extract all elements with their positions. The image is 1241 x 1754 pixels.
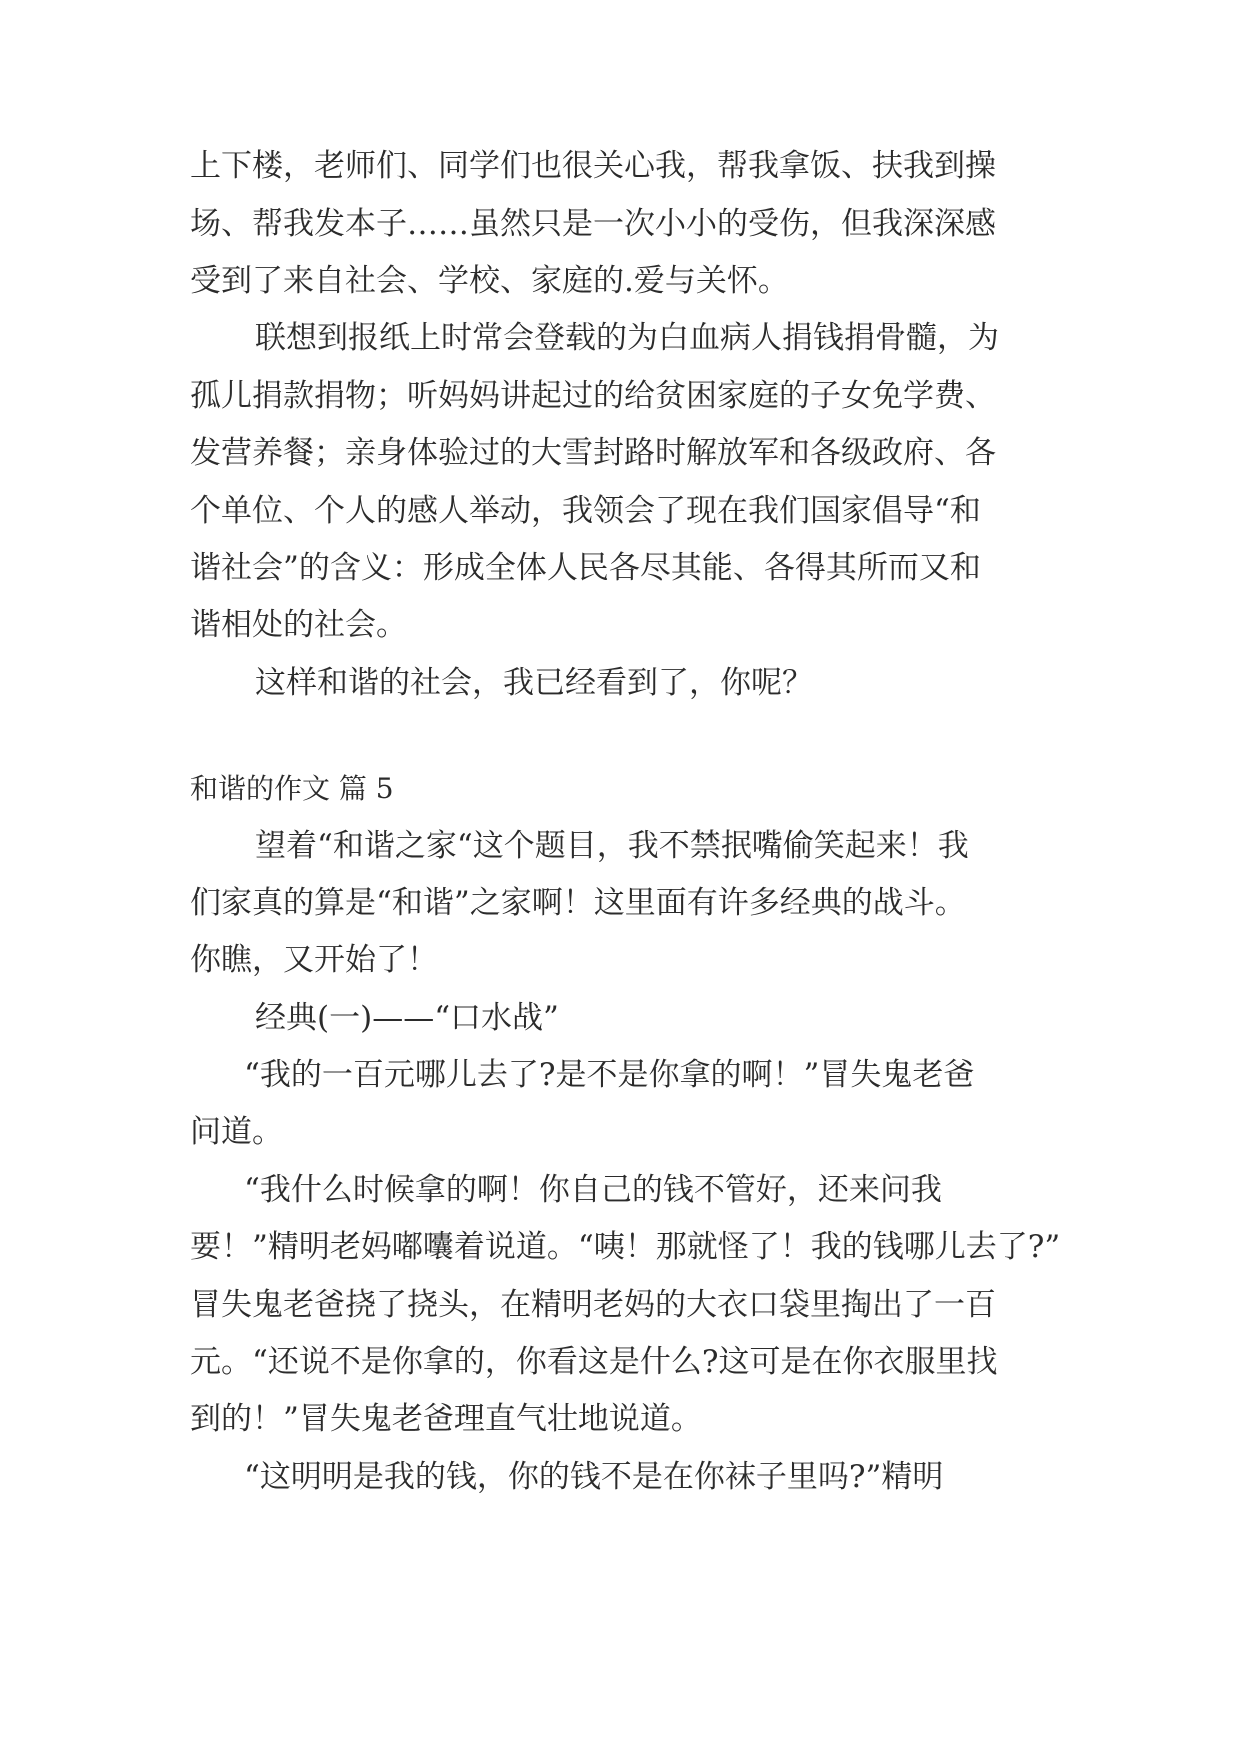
paragraph-line: 谐相处的社会。 (190, 607, 407, 643)
subtitle: 经典(一)——“口水战” (255, 1000, 559, 1036)
paragraph-line: 孤儿捐款捐物；听妈妈讲起过的给贫困家庭的子女免学费、 (190, 378, 996, 414)
paragraph-line: 们家真的算是“和谐”之家啊！这里面有许多经典的战斗。 (190, 885, 966, 921)
paragraph-line: 到的！”冒失鬼老爸理直气壮地说道。 (190, 1401, 702, 1437)
paragraph-line: 个单位、个人的感人举动，我领会了现在我们国家倡导“和 (190, 493, 981, 529)
paragraph-line: 上下楼，老师们、同学们也很关心我，帮我拿饭、扶我到操 (190, 148, 996, 184)
paragraph-line: 元。“还说不是你拿的，你看这是什么?这可是在你衣服里找 (190, 1344, 998, 1380)
paragraph-line: 发营养餐；亲身体验过的大雪封路时解放军和各级政府、各 (190, 435, 996, 471)
paragraph-line: 受到了来自社会、学校、家庭的.爱与关怀。 (190, 263, 789, 299)
paragraph-line: 联想到报纸上时常会登载的为白血病人捐钱捐骨髓，为 (255, 320, 999, 356)
paragraph-line: “我的一百元哪儿去了?是不是你拿的啊！”冒失鬼老爸 (244, 1057, 975, 1093)
section-heading: 和谐的作文 篇 5 (190, 772, 394, 805)
paragraph-line: 谐社会”的含义：形成全体人民各尽其能、各得其所而又和 (190, 550, 981, 586)
paragraph-line: 场、帮我发本子……虽然只是一次小小的受伤，但我深深感 (190, 206, 996, 242)
paragraph-line: 这样和谐的社会，我已经看到了，你呢？ (255, 665, 813, 701)
paragraph-line: 问道。 (190, 1114, 283, 1150)
paragraph-line: “我什么时候拿的啊！你自己的钱不管好，还来问我 (244, 1172, 942, 1208)
paragraph-line: 冒失鬼老爸挠了挠头，在精明老妈的大衣口袋里掏出了一百 (190, 1287, 996, 1323)
paragraph-line: 望着“和谐之家“这个题目，我不禁抿嘴偷笑起来！我 (255, 828, 969, 864)
paragraph-line: 要！”精明老妈嘟囔着说道。“咦！那就怪了！我的钱哪儿去了?” (190, 1229, 1061, 1265)
paragraph-line: “这明明是我的钱，你的钱不是在你袜子里吗?”精明 (244, 1459, 944, 1495)
paragraph-line: 你瞧，又开始了！ (190, 942, 438, 978)
